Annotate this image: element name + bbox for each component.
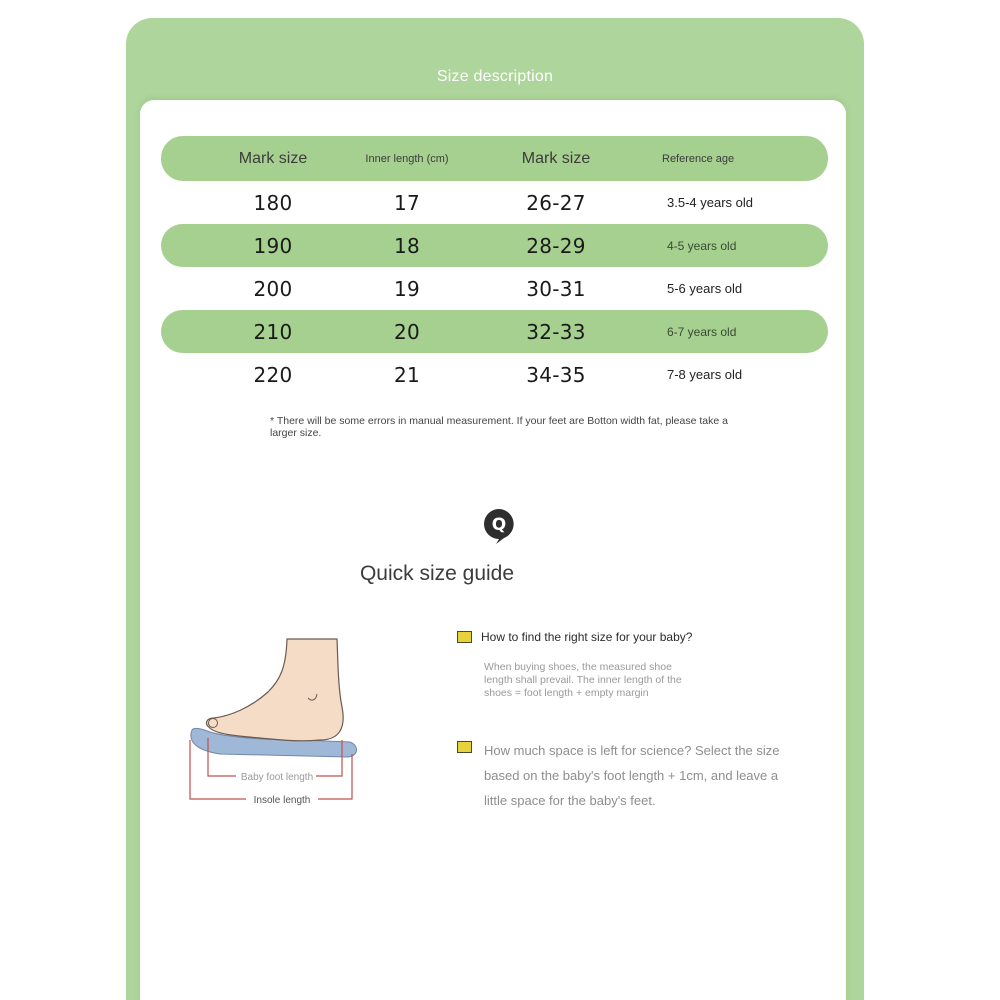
table-row — [161, 353, 828, 396]
table-row — [161, 267, 828, 310]
column-header: Inner length (cm) — [365, 152, 449, 165]
bullet-square-icon — [457, 741, 472, 753]
shoe-size-cell: 30-31 — [526, 276, 586, 301]
mark-size-cell: 210 — [253, 319, 293, 344]
reference-age-cell: 5-6 years old — [667, 281, 743, 296]
table-row — [161, 310, 828, 353]
shoe-size-cell: 26-27 — [526, 190, 586, 215]
table-row — [161, 224, 828, 267]
inner-length-cell: 17 — [393, 190, 421, 215]
inner-length-cell: 21 — [393, 362, 421, 387]
guide-title: Quick size guide — [359, 562, 515, 585]
faq-answer: When buying shoes, the measured shoe length shall prevail. The inner length of the shoes = foot length + empty margin — [484, 661, 682, 699]
shoe-size-cell: 32-33 — [526, 319, 586, 344]
mark-size-cell: 180 — [253, 190, 293, 215]
inner-length-cell: 19 — [393, 276, 421, 301]
foot-shape — [207, 639, 344, 741]
q-logo-icon — [482, 507, 516, 545]
reference-age-cell: 3.5-4 years old — [667, 195, 753, 210]
shoe-size-cell: 28-29 — [526, 233, 586, 258]
column-header: Mark size — [521, 149, 591, 167]
measurement-note: * There will be some errors in manual measurement. If your feet are Botton width fat, please take a larger size. — [270, 415, 728, 439]
mark-size-cell: 200 — [253, 276, 293, 301]
foot-measure-illustration — [180, 632, 370, 812]
mark-size-cell: 220 — [253, 362, 293, 387]
inner-length-cell: 20 — [393, 319, 421, 344]
size-table — [161, 136, 828, 396]
column-header: Mark size — [238, 149, 308, 167]
reference-age-cell: 7-8 years old — [667, 367, 743, 382]
faq-answer: How much space is left for science? Select the size based on the baby's foot length + 1cm, and leave a little space for the baby's feet. — [484, 743, 780, 808]
reference-age-cell: 6-7 years old — [667, 324, 737, 339]
column-header: Reference age — [662, 152, 735, 165]
logo-letter: Q — [491, 515, 507, 535]
mark-size-cell: 190 — [253, 233, 293, 258]
page-title: Size description — [436, 68, 554, 85]
reference-age-cell: 4-5 years old — [667, 238, 737, 253]
table-row — [161, 181, 828, 224]
inner-length-cell: 18 — [393, 233, 421, 258]
toe-shape — [209, 719, 218, 728]
foot-length-label: Baby foot length — [240, 772, 314, 783]
insole-length-label: Insole length — [253, 795, 311, 806]
shoe-size-cell: 34-35 — [526, 362, 586, 387]
faq-question: How to find the right size for your baby? — [481, 630, 693, 644]
table-header — [161, 136, 828, 181]
bullet-square-icon — [457, 631, 472, 643]
